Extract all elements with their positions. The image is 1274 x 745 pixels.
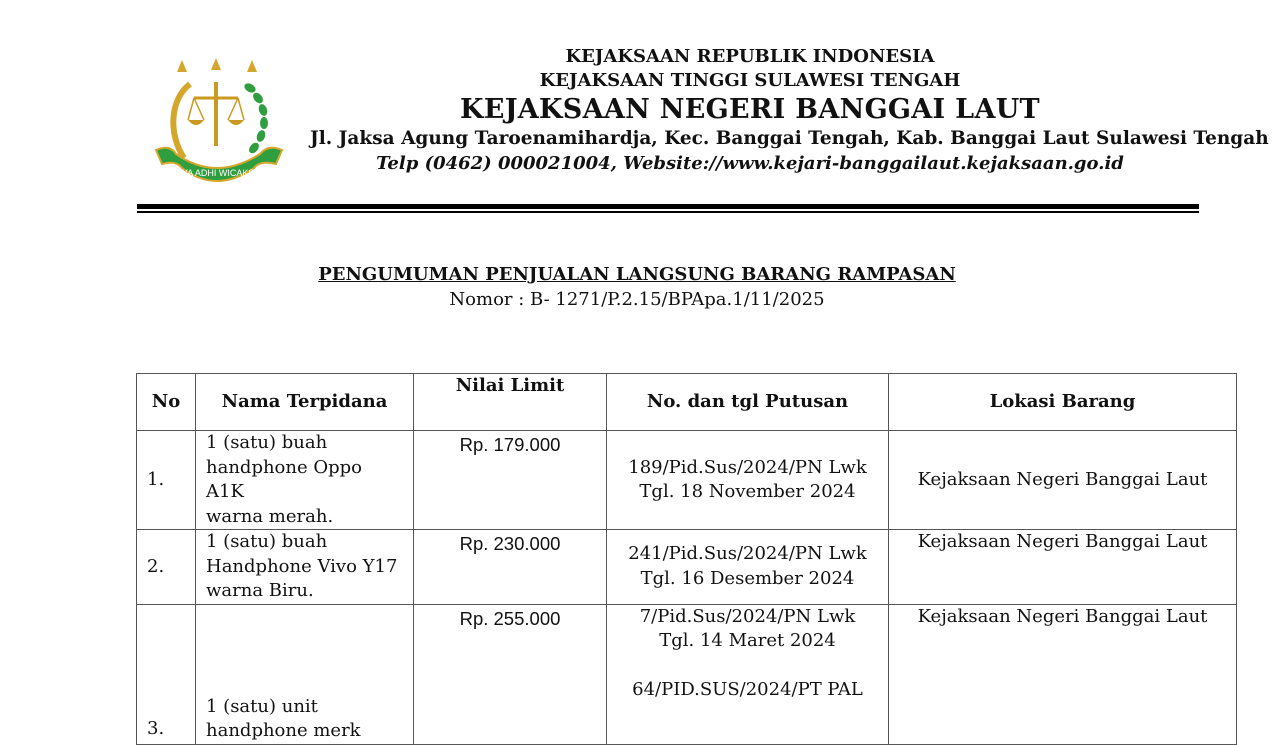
table-row	[137, 604, 1237, 744]
nama-line: handphone Oppo A1K	[206, 456, 362, 502]
star-icon	[211, 58, 221, 70]
col-header-lokasi: Lokasi Barang	[889, 374, 1237, 431]
row-nilai-limit: Rp. 255.000	[414, 604, 607, 744]
row-putusan	[607, 431, 889, 530]
putusan-line: 189/Pid.Sus/2024/PN Lwk	[628, 456, 867, 478]
putusan-line: Tgl. 16 Desember 2024	[640, 567, 855, 589]
nama-line: 1 (satu) unit	[206, 695, 318, 717]
row-lokasi: Kejaksaan Negeri Banggai Laut	[889, 530, 1237, 605]
row-nama	[196, 604, 414, 744]
col-header-no: No	[137, 374, 196, 431]
col-header-nilai: Nilai Limit	[414, 374, 607, 431]
row-nilai-limit: Rp. 179.000	[414, 431, 607, 530]
row-putusan	[607, 604, 889, 744]
document-title: PENGUMUMAN PENJUALAN LANGSUNG BARANG RAMPASAN	[318, 264, 956, 285]
nama-line: 1 (satu) buah	[206, 432, 328, 453]
nama-line: warna Biru.	[206, 580, 314, 601]
putusan-line: Tgl. 18 November 2024	[639, 481, 856, 502]
col-header-putusan: No. dan tgl Putusan	[607, 374, 889, 431]
row-number: 2.	[137, 530, 196, 605]
row-lokasi: Kejaksaan Negeri Banggai Laut	[889, 431, 1237, 530]
nama-line: 1 (satu) buah	[206, 531, 328, 552]
row-nilai-limit: Rp. 230.000	[414, 530, 607, 605]
nama-line: Handphone Vivo Y17	[206, 555, 398, 577]
header-address: Jl. Jaksa Agung Taroenamihardja, Kec. Banggai Tengah, Kab. Banggai Laut Sulawesi Tengah	[310, 128, 1269, 149]
star-icon	[247, 60, 257, 72]
row-lokasi: Kejaksaan Negeri Banggai Laut	[889, 604, 1237, 744]
putusan-line: 241/Pid.Sus/2024/PN Lwk	[628, 543, 867, 565]
putusan-line: 7/Pid.Sus/2024/PN Lwk	[639, 605, 856, 627]
col-header-nama: Nama Terpidana	[196, 374, 414, 431]
row-putusan	[607, 530, 889, 605]
table-header-row	[137, 374, 1237, 431]
putusan-spacer	[617, 654, 878, 679]
row-number: 3.	[137, 604, 196, 744]
logo-ribbon-text: SATYA ADHI WICAKSANA	[165, 168, 273, 178]
kejaksaan-emblem-logo	[150, 54, 288, 194]
header-office-name: KEJAKSAAN NEGERI BANGGAI LAUT	[460, 94, 1040, 125]
row-nama	[196, 530, 414, 605]
document-number: Nomor : B- 1271/P.2.15/BPApa.1/11/2025	[449, 289, 825, 310]
items-table	[136, 373, 1237, 745]
header-line-1: KEJAKSAAN REPUBLIK INDONESIA	[565, 46, 935, 67]
putusan-line: 64/PID.SUS/2024/PT PAL	[632, 679, 863, 700]
star-icon	[177, 60, 187, 72]
nama-line: handphone merk	[206, 720, 361, 741]
row-number: 1.	[137, 431, 196, 530]
header-divider-thick	[137, 204, 1199, 209]
table-row	[137, 530, 1237, 605]
header-divider-thin	[137, 211, 1199, 213]
header-line-2: KEJAKSAAN TINGGI SULAWESI TENGAH	[539, 70, 961, 91]
putusan-line: Tgl. 14 Maret 2024	[659, 630, 836, 651]
row-nama	[196, 431, 414, 530]
table-row	[137, 431, 1237, 530]
nama-line: warna merah.	[206, 505, 334, 527]
header-contact: Telp (0462) 000021004, Website://www.kejari-banggailaut.kejaksaan.go.id	[376, 153, 1124, 174]
